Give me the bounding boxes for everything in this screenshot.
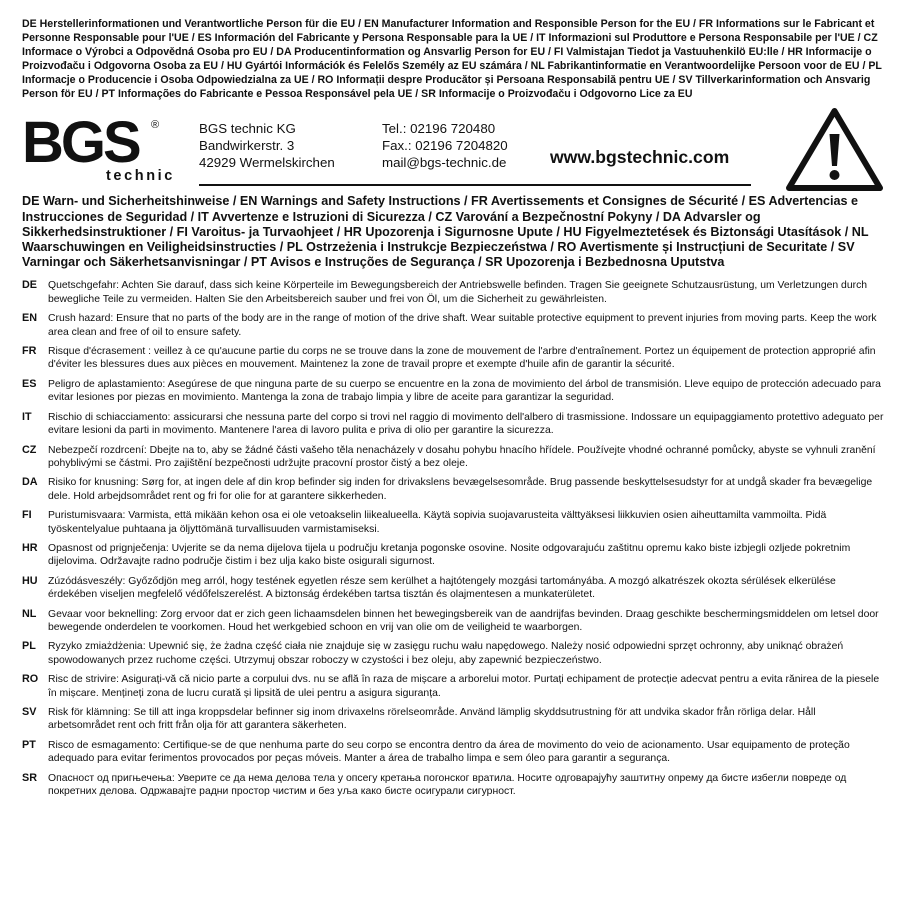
warning-section-en xyxy=(22,312,884,339)
language-code: PT xyxy=(22,738,36,751)
language-code: FR xyxy=(22,345,37,358)
warning-text: Crush hazard: Ensure that no parts of the body are in the range of motion of the drive shaft. Wear suitable protective equipment to prevent injuries from moving parts. Keep the work area clean and free of oil to ensure safety. xyxy=(48,313,877,338)
warning-text: Opasnost od prignječenja: Uvjerite se da nema dijelova tijela u području kretanja pogonske osovine. Nosite odgovarajuću zaštitnu opremu kako biste izbjegli ozljede pokretnim dijelovima. Održavajte radno područje čistim i bez ulja kako biste osigurali sigurnost. xyxy=(48,542,851,568)
language-code: NL xyxy=(22,607,37,620)
language-code: IT xyxy=(22,410,32,423)
warning-text: Rischio di schiacciamento: assicurarsi che nessuna parte del corpo si trovi nel raggio di movimento dell'albero di trasmissione. Indossare un equipaggiamento protettivo adeguato per evitare lesioni da parti in movimento. Mantenere l'area di lavoro pulita e priva di olio per garantire la sicurezza. xyxy=(48,411,884,437)
company-name: BGS technic KG xyxy=(199,121,296,137)
warning-text: Puristumisvaara: Varmista, että mikään kehon osa ei ole vetoakselin liikealueella. Käytä sopivia suojavarusteita välttyäksesi liikkuvien osien aiheuttamilta vammoilta. Pidä työskentelyalue puhtaana ja öljyttömänä turvallisuuden varmistamiseksi. xyxy=(48,510,827,535)
warning-text: Gevaar voor beknelling: Zorg ervoor dat er zich geen lichaamsdelen binnen het bewegingsbereik van de aandrijfas bevinden. Draag geschikte beschermingsmiddelen om letsel door bewegende onderdelen te voorkomen. Houd het werkgebied schoon en vrij van olie om de veiligheid te waarborgen. xyxy=(48,608,879,633)
warnings-title: DE Warn- und Sicherheitshinweise / EN Warnings and Safety Instructions / FR Avertissements et Consignes de Sécurité / ES Advertencias e Instrucciones de Seguridad / IT Avvertenze e Istruzioni di Sicurezza / CZ Varování a Bezpečnostní Pokyny / DA Advarsler og Sikkerhedsinstruktioner / FI Varoitus- ja Turvaohjeet / HR Upozorenja i Sigurnosne Upute / HU Figyelmeztetések és Biztonsági Utasítások / NL Waarschuwingen en Veiligheidsinstructies / PL Ostrzeżenia i Instrukcje Bezpieczeństwa / RO Avertismente și Instrucțiuni de Securitate / SV Varningar och Säkerhetsanvisningar / PT Avisos e Instruções de Segurança / SR Upozorenja i Bezbednosna Uputstva xyxy=(22,194,869,270)
language-code: HR xyxy=(22,541,38,554)
warnings-list xyxy=(22,279,884,798)
language-code: ES xyxy=(22,377,37,390)
warning-section-hr xyxy=(22,542,884,569)
language-code: SV xyxy=(22,706,37,719)
language-code: SR xyxy=(22,771,37,784)
warning-text: Risiko for knusning: Sørg for, at ingen dele af din krop befinder sig inden for drivakslens bevægelsesområde. Brug passende beskyttelsesudstyr for at undgå skader fra bevægelige dele. Hold arbejdsområdet rent og fri for olie for at garantere sikkerheden. xyxy=(48,477,873,502)
warning-text: Risco de esmagamento: Certifique-se de que nenhuma parte do seu corpo se encontra dentro da área de movimento do veio de acionamento. Usar equipamento de proteção adequado para evitar ferimentos provocados por peças móveis. Manter a área de trabalho limpa e sem óleo para garantir a segurança. xyxy=(48,739,850,765)
warning-text: Nebezpečí rozdrcení: Dbejte na to, aby se žádné části vašeho těla nenacházely v dosahu pohybu hnacího hřídele. Používejte vhodné ochranné pomůcky, abyste se vyhnuli zranění pohyblivými se částmi. Pro zajištění bezpečnosti udržujte pracovní prostor čistý a bez oleje. xyxy=(48,444,876,469)
warning-section-nl xyxy=(22,608,884,635)
warning-section-hu xyxy=(22,575,884,602)
company-contact xyxy=(382,121,508,171)
language-code: RO xyxy=(22,673,39,686)
contact-mail: mail@bgs-technic.de xyxy=(382,154,507,170)
warning-section-fi xyxy=(22,509,884,536)
warning-section-pl xyxy=(22,640,884,667)
language-code: DA xyxy=(22,476,38,489)
manufacturer-info-heading: DE Herstellerinformationen und Verantwortliche Person für die EU / EN Manufacturer Information and Responsible Person for the EU / FR Informations sur le Fabricant et Personne Responsable pour l'UE / ES Información del Fabricante y Persona Responsable para la UE / IT Informazioni sul Produttore e Persona Responsabile per l'UE / CZ Informace o Výrobci a Odpovědná Osoba pro EU / DA Producentinformation og Ansvarlig Person for EU / FI Valmistajan Tiedot ja Vastuuhenkilö EU:lle / HR Informacije o Proizvođaču i Odgovorna Osoba za EU / HU Gyártói Információk és Felelős Személy az EU számára / NL Fabrikantinformatie en Verantwoordelijke Persoon voor de EU / PL Informacje o Producencie i Osoba Odpowiedzialna za UE / RO Informații despre Producător și Persoana Responsabilă pentru UE / SV Tillverkarinformation och Ansvarig Person för EU / PT Informações do Fabricante e Pessoa Responsável pela UE / SR Informacije o Proizvođaču i Odgovorno Lice za EU xyxy=(22,18,882,100)
warning-text: Zúzódásveszély: Győződjön meg arról, hogy testének egyetlen része sem kerülhet a hajtótengely mozgási tartományába. A mozgó alkatrészek okozta sérülések elkerülése érdekében viseljen megfelelő védőfelszerelést. A biztonság érdekében tartsa tisztán és olajmentesen a munkaterületet. xyxy=(48,575,836,601)
warning-section-da xyxy=(22,476,884,503)
document-page xyxy=(22,18,884,798)
contact-fax: Fax.: 02196 7204820 xyxy=(382,138,508,154)
bgs-logo xyxy=(22,110,175,185)
warning-section-de xyxy=(22,279,884,306)
warning-text: Risc de strivire: Asigurați-vă că nicio parte a corpului dvs. nu se află în raza de mișcare a arborelui motor. Purtați echipament de protecție adecvat pentru a evita rănirea de la piesele în mișcare. Mențineți zona de lucru curată și lipsită de ulei pentru a asigura siguranța. xyxy=(48,674,880,699)
warning-section-sr xyxy=(22,772,884,799)
contact-tel: Tel.: 02196 720480 xyxy=(382,121,496,137)
warning-section-it xyxy=(22,411,884,438)
warning-text: Ryzyko zmiażdżenia: Upewnić się, że żadna część ciała nie znajduje się w zasięgu ruchu wału napędowego. Należy nosić odpowiedni sprzęt ochronny, aby uniknąć obrażeń spowodowanych przez ruchome części. Utrzymuj obszar roboczy w czystości i bez oleju, aby zapewnić bezpieczeństwo. xyxy=(48,641,844,666)
language-code: FI xyxy=(22,509,32,522)
language-code: DE xyxy=(22,279,37,292)
warning-triangle-icon xyxy=(785,106,884,192)
warning-text: Risque d'écrasement : veillez à ce qu'aucune partie du corps ne se trouve dans la zone de mouvement de l'arbre d'entraînement. Portez un équipement de protection approprié afin d'éviter les blessures dues aux pièces en mouvement. Maintenez la zone de travail propre et exempte d'huile afin de garantir la sécurité. xyxy=(48,346,876,371)
registered-mark: ® xyxy=(151,119,160,132)
warning-section-fr xyxy=(22,345,884,372)
language-code: PL xyxy=(22,640,36,653)
warning-text: Peligro de aplastamiento: Asegúrese de que ninguna parte de su cuerpo se encuentre en la zona de movimiento del árbol de transmisión. Lleve equipo de protección adecuado para evitar lesiones por piezas en movimiento. Mantenga la zona de trabajo limpia y libre de aceite para garantizar la seguridad. xyxy=(48,378,881,404)
warning-section-ro xyxy=(22,673,884,700)
warning-section-es xyxy=(22,378,884,405)
company-street: Bandwirkerstr. 3 xyxy=(199,138,295,154)
warning-text: Risk för klämning: Se till att inga kroppsdelar befinner sig inom drivaxelns rörelseområde. Använd lämplig skyddsutrustning för att undvika skador från rörliga delar. Håll arbetsområdet rent och fritt från olja för att garantera säkerheten. xyxy=(48,707,816,732)
header-divider xyxy=(199,184,751,186)
website-url: www.bgstechnic.com xyxy=(550,147,730,168)
warning-text: Опасност од пригњечења: Уверите се да нема делова тела у опсегу кретања погонског вратила. Носите одговарајућу заштитну опрему да бисте избегли повреде од покретних делова. Одржавајте радни простор чистим и без уља како бисте осигурали сигурност. xyxy=(48,772,847,798)
warning-section-sv xyxy=(22,706,884,733)
warning-text: Quetschgefahr: Achten Sie darauf, dass sich keine Körperteile im Bewegungsbereich der Antriebswelle befinden. Tragen Sie geeignete Schutzausrüstung, um Verletzungen durch bewegliche Teile zu vermeiden. Halten Sie den Arbeitsbereich sauber und frei von Öl, um die Sicherheit zu gewährleisten. xyxy=(48,280,868,305)
header xyxy=(22,110,884,188)
language-code: EN xyxy=(22,312,37,325)
warning-section-cz xyxy=(22,444,884,471)
logo-sub: technic xyxy=(106,168,175,185)
company-address xyxy=(199,121,335,171)
language-code: CZ xyxy=(22,443,37,456)
company-city: 42929 Wermelskirchen xyxy=(199,154,335,170)
logo-brand: BGS xyxy=(22,110,139,176)
warning-section-pt xyxy=(22,739,884,766)
language-code: HU xyxy=(22,574,38,587)
